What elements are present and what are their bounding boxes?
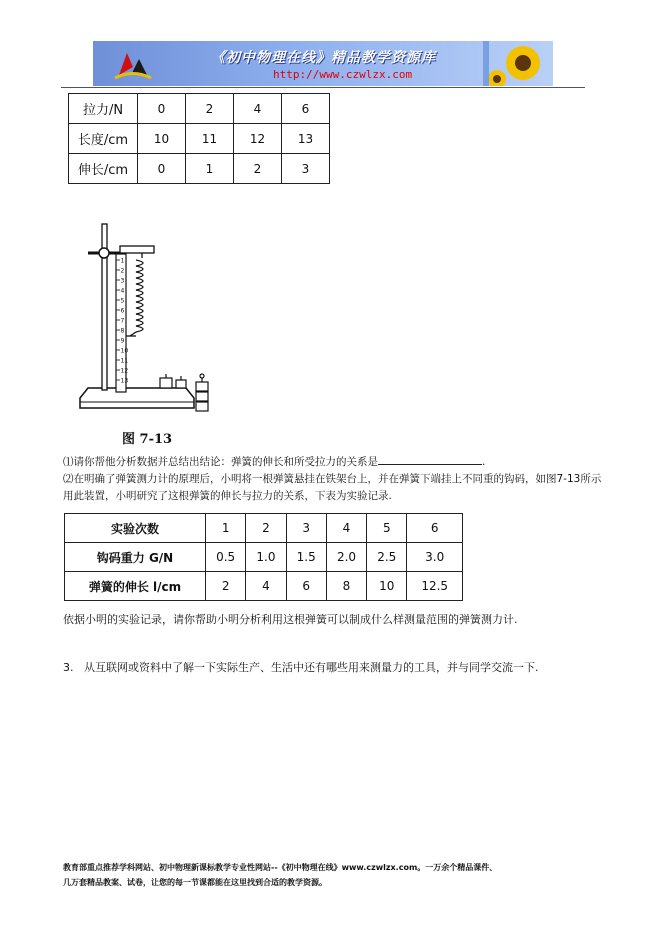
header-divider: [61, 87, 585, 88]
table-cell: 3.0: [407, 543, 463, 572]
question-1: [63, 454, 485, 471]
ruler-label: 12: [120, 367, 129, 375]
question-1-end: .: [482, 456, 486, 468]
table-cell: 0: [138, 94, 186, 124]
ruler-label: 4: [120, 287, 125, 295]
table-cell: 10: [367, 572, 407, 601]
force-length-table: [68, 93, 330, 184]
table-cell: 2.0: [326, 543, 366, 572]
row-header: 钩码重力 G/N: [65, 543, 206, 572]
row-header: 长度/cm: [69, 124, 138, 154]
table-cell: 1: [186, 154, 234, 184]
table-cell: 5: [367, 514, 407, 543]
ruler-label: 11: [120, 357, 129, 365]
row-header: 拉力/N: [69, 94, 138, 124]
site-logo-icon: [113, 45, 153, 83]
table-cell: 6: [282, 94, 330, 124]
table-row: [69, 154, 330, 184]
header-banner: [93, 41, 553, 86]
table-cell: 2: [206, 572, 246, 601]
table-cell: 6: [286, 572, 326, 601]
table-row: [65, 543, 463, 572]
table-cell: 12: [234, 124, 282, 154]
table-row: [65, 572, 463, 601]
footer-line-2: 几万套精品教案、试卷，让您的每一节课都能在这里找到合适的教学资源。: [63, 878, 327, 887]
question-2-line-1: ⑵在明确了弹簧测力计的原理后，小明将一根弹簧悬挂在铁架台上，并在弹簧下端挂上不同重的钩码，如图7-13所示: [63, 473, 602, 485]
row-header: 伸长/cm: [69, 154, 138, 184]
table-cell: 2.5: [367, 543, 407, 572]
table-cell: 4: [234, 94, 282, 124]
table-cell: 2: [246, 514, 286, 543]
experiment-record-table: [64, 513, 463, 601]
table-cell: 13: [282, 124, 330, 154]
row-header: 实验次数: [65, 514, 206, 543]
question-1-text: ⑴请你帮他分析数据并总结出结论：弹簧的伸长和所受拉力的关系是: [63, 456, 378, 468]
table-cell: 2: [234, 154, 282, 184]
spring-icon: [126, 253, 143, 336]
table-cell: 4: [246, 572, 286, 601]
table-cell: 6: [407, 514, 463, 543]
ruler-label: 9: [120, 337, 125, 345]
table-cell: 1: [206, 514, 246, 543]
sunflower-icon: [483, 41, 553, 86]
table-cell: 2: [186, 94, 234, 124]
ruler-label: 3: [120, 277, 125, 285]
figure-caption: 图 7-13: [122, 432, 173, 447]
ruler-label: 2: [120, 267, 125, 275]
table-cell: 8: [326, 572, 366, 601]
ruler-label: 8: [120, 327, 125, 335]
table-cell: 0: [138, 154, 186, 184]
table-cell: 4: [326, 514, 366, 543]
row-header: 弹簧的伸长 l/cm: [65, 572, 206, 601]
footer-line-1: 教育部重点推荐学科网站、初中物理新课标教学专业性网站--《初中物理在线》www.czwlzx.com。一万余个精品课件、: [63, 863, 498, 872]
ruler-label: 10: [120, 347, 129, 355]
ruler-label: 1: [120, 257, 125, 265]
table-cell: 1.5: [286, 543, 326, 572]
table-cell: 0.5: [206, 543, 246, 572]
ruler-label: 6: [120, 307, 125, 315]
ruler-label: 13: [120, 377, 129, 385]
ruler-label: 7: [120, 317, 125, 325]
table-cell: 10: [138, 124, 186, 154]
table-cell: 1.0: [246, 543, 286, 572]
page-footer: [63, 860, 497, 890]
table-row: [69, 124, 330, 154]
ruler-label: 5: [120, 297, 125, 305]
table-cell: 12.5: [407, 572, 463, 601]
table-row: [69, 94, 330, 124]
question-3-text: 从互联网或资料中了解一下实际生产、生活中还有哪些用来测量力的工具，并与同学交流一下.: [84, 661, 539, 674]
question-2-line-2: 用此装置，小明研究了这根弹簧的伸长与拉力的关系，下表为实验记录.: [63, 490, 392, 502]
question-2-ask: 依据小明的实验记录，请你帮助小明分析利用这根弹簧可以制成什么样测量范围的弹簧测力计.: [63, 613, 518, 626]
table-cell: 3: [282, 154, 330, 184]
question-3-number: 3.: [63, 661, 74, 674]
spring-apparatus-figure: [78, 216, 223, 416]
answer-blank[interactable]: [378, 454, 482, 465]
table-row: [65, 514, 463, 543]
question-3: [63, 659, 539, 675]
table-cell: 11: [186, 124, 234, 154]
banner-title: 《初中物理在线》精品教学资源库: [211, 50, 436, 66]
table-cell: 3: [286, 514, 326, 543]
banner-url[interactable]: http://www.czwlzx.com: [273, 68, 413, 81]
